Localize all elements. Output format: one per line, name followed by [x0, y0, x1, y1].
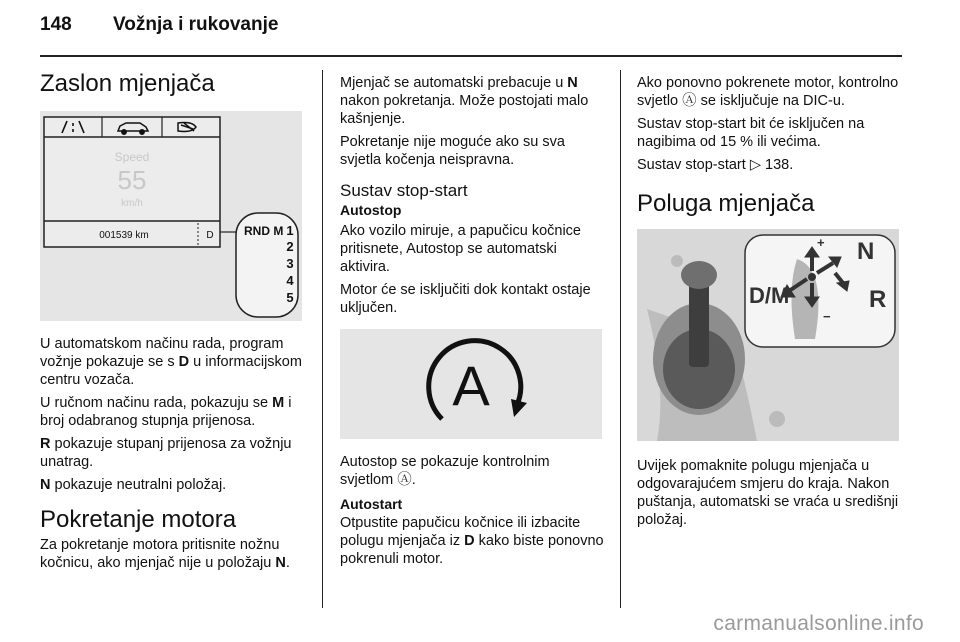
page-reference-icon: ▷	[749, 157, 761, 173]
gear-lever-figure	[637, 229, 899, 441]
paragraph: Sustav stop-start ▷ 138.	[637, 157, 794, 173]
page-number: 148	[40, 14, 72, 35]
gear-5: 5	[286, 289, 294, 305]
gear-4: 4	[286, 272, 294, 288]
paragraph: Sustav stop-start bit će isključen na nagibima od 15 % ili većima.	[637, 116, 865, 150]
column-divider	[620, 70, 621, 608]
paragraph: Za pokretanje motora pritisnite nožnu kočnicu, ako mjenjač nije u položaju N.	[40, 536, 290, 571]
autostop-letter: A	[452, 353, 490, 417]
speed-label: Speed	[114, 149, 150, 164]
shift-label-dm: D/M	[749, 282, 790, 308]
paragraph: R pokazuje stupanj prijenosa za vožnju unatrag.	[40, 435, 292, 470]
section-heading: Zaslon mjenjača	[40, 70, 215, 97]
autostop-icon	[340, 329, 602, 439]
section-heading: Poluga mjenjača	[637, 190, 815, 217]
paragraph: Autostop se pokazuje kontrolnim svjetlom Ⓐ.	[340, 453, 550, 488]
sub-heading: Autostart	[340, 495, 403, 512]
autostop-figure	[340, 329, 602, 439]
paragraph: Motor će se isključiti dok kontakt ostaje uključen.	[340, 281, 591, 316]
gear-2: 2	[286, 238, 294, 254]
autostop-symbol: Ⓐ	[682, 93, 697, 109]
watermark: carmanualsonline.info	[713, 612, 924, 635]
paragraph: U automatskom načinu rada, program vožnje pokazuje se s D u informacijskom centru vozača.	[40, 335, 302, 388]
paragraph: U ručnom načinu rada, pokazuju se M i broj odabranog stupnja prijenosa.	[40, 394, 292, 429]
paragraph: Otpustite papučicu kočnice ili izbacite polugu mjenjača iz D kako biste ponovno pokrenuli motor.	[340, 514, 604, 567]
gear-row-label: RND M	[244, 223, 284, 238]
shift-label-n: N	[857, 237, 875, 265]
speed-unit: km/h	[121, 197, 143, 209]
paragraph: Uvijek pomaknite polugu mjenjača u odgovarajućem smjeru do kraja. Nakon puštanja, automatski se vraća u središnji položaj.	[637, 457, 899, 528]
shift-label-r: R	[869, 285, 887, 313]
gear-indicator-d: D	[206, 229, 214, 241]
paragraph: N pokazuje neutralni položaj.	[40, 476, 227, 493]
section-heading: Pokretanje motora	[40, 505, 237, 533]
odometer-value: 001539 km	[99, 229, 149, 241]
sub-heading: Autostop	[340, 202, 402, 219]
header-rule	[40, 55, 902, 57]
column-2	[340, 74, 606, 568]
column-divider	[322, 70, 323, 608]
transmission-display-figure	[40, 111, 302, 321]
paragraph: Mjenjač se automatski prebacuje u N nakon pokretanja. Može postojati malo kašnjenje.	[340, 75, 589, 127]
cluster-illustration	[40, 111, 302, 321]
paragraph: Pokretanje nije moguće ako su sva svjetla kočenja neispravna.	[340, 134, 565, 168]
speed-value: 55	[117, 164, 147, 195]
column-3	[637, 74, 907, 529]
paragraph: Ako ponovno pokrenete motor, kontrolno svjetlo Ⓐ se isključuje na DIC-u.	[637, 75, 899, 109]
gear-3: 3	[286, 255, 294, 271]
shift-label-minus: −	[823, 308, 831, 324]
autostop-symbol: Ⓐ	[397, 471, 412, 488]
gear-lever-illustration	[637, 229, 899, 441]
gear-1: 1	[286, 222, 294, 238]
running-title: Vožnja i rukovanje	[113, 14, 279, 35]
shift-label-plus: +	[817, 234, 825, 250]
paragraph: Ako vozilo miruje, a papučicu kočnice pritisnete, Autostop se automatski aktivira.	[340, 222, 581, 275]
subsection-heading: Sustav stop-start	[340, 181, 468, 200]
column-1	[40, 70, 306, 572]
